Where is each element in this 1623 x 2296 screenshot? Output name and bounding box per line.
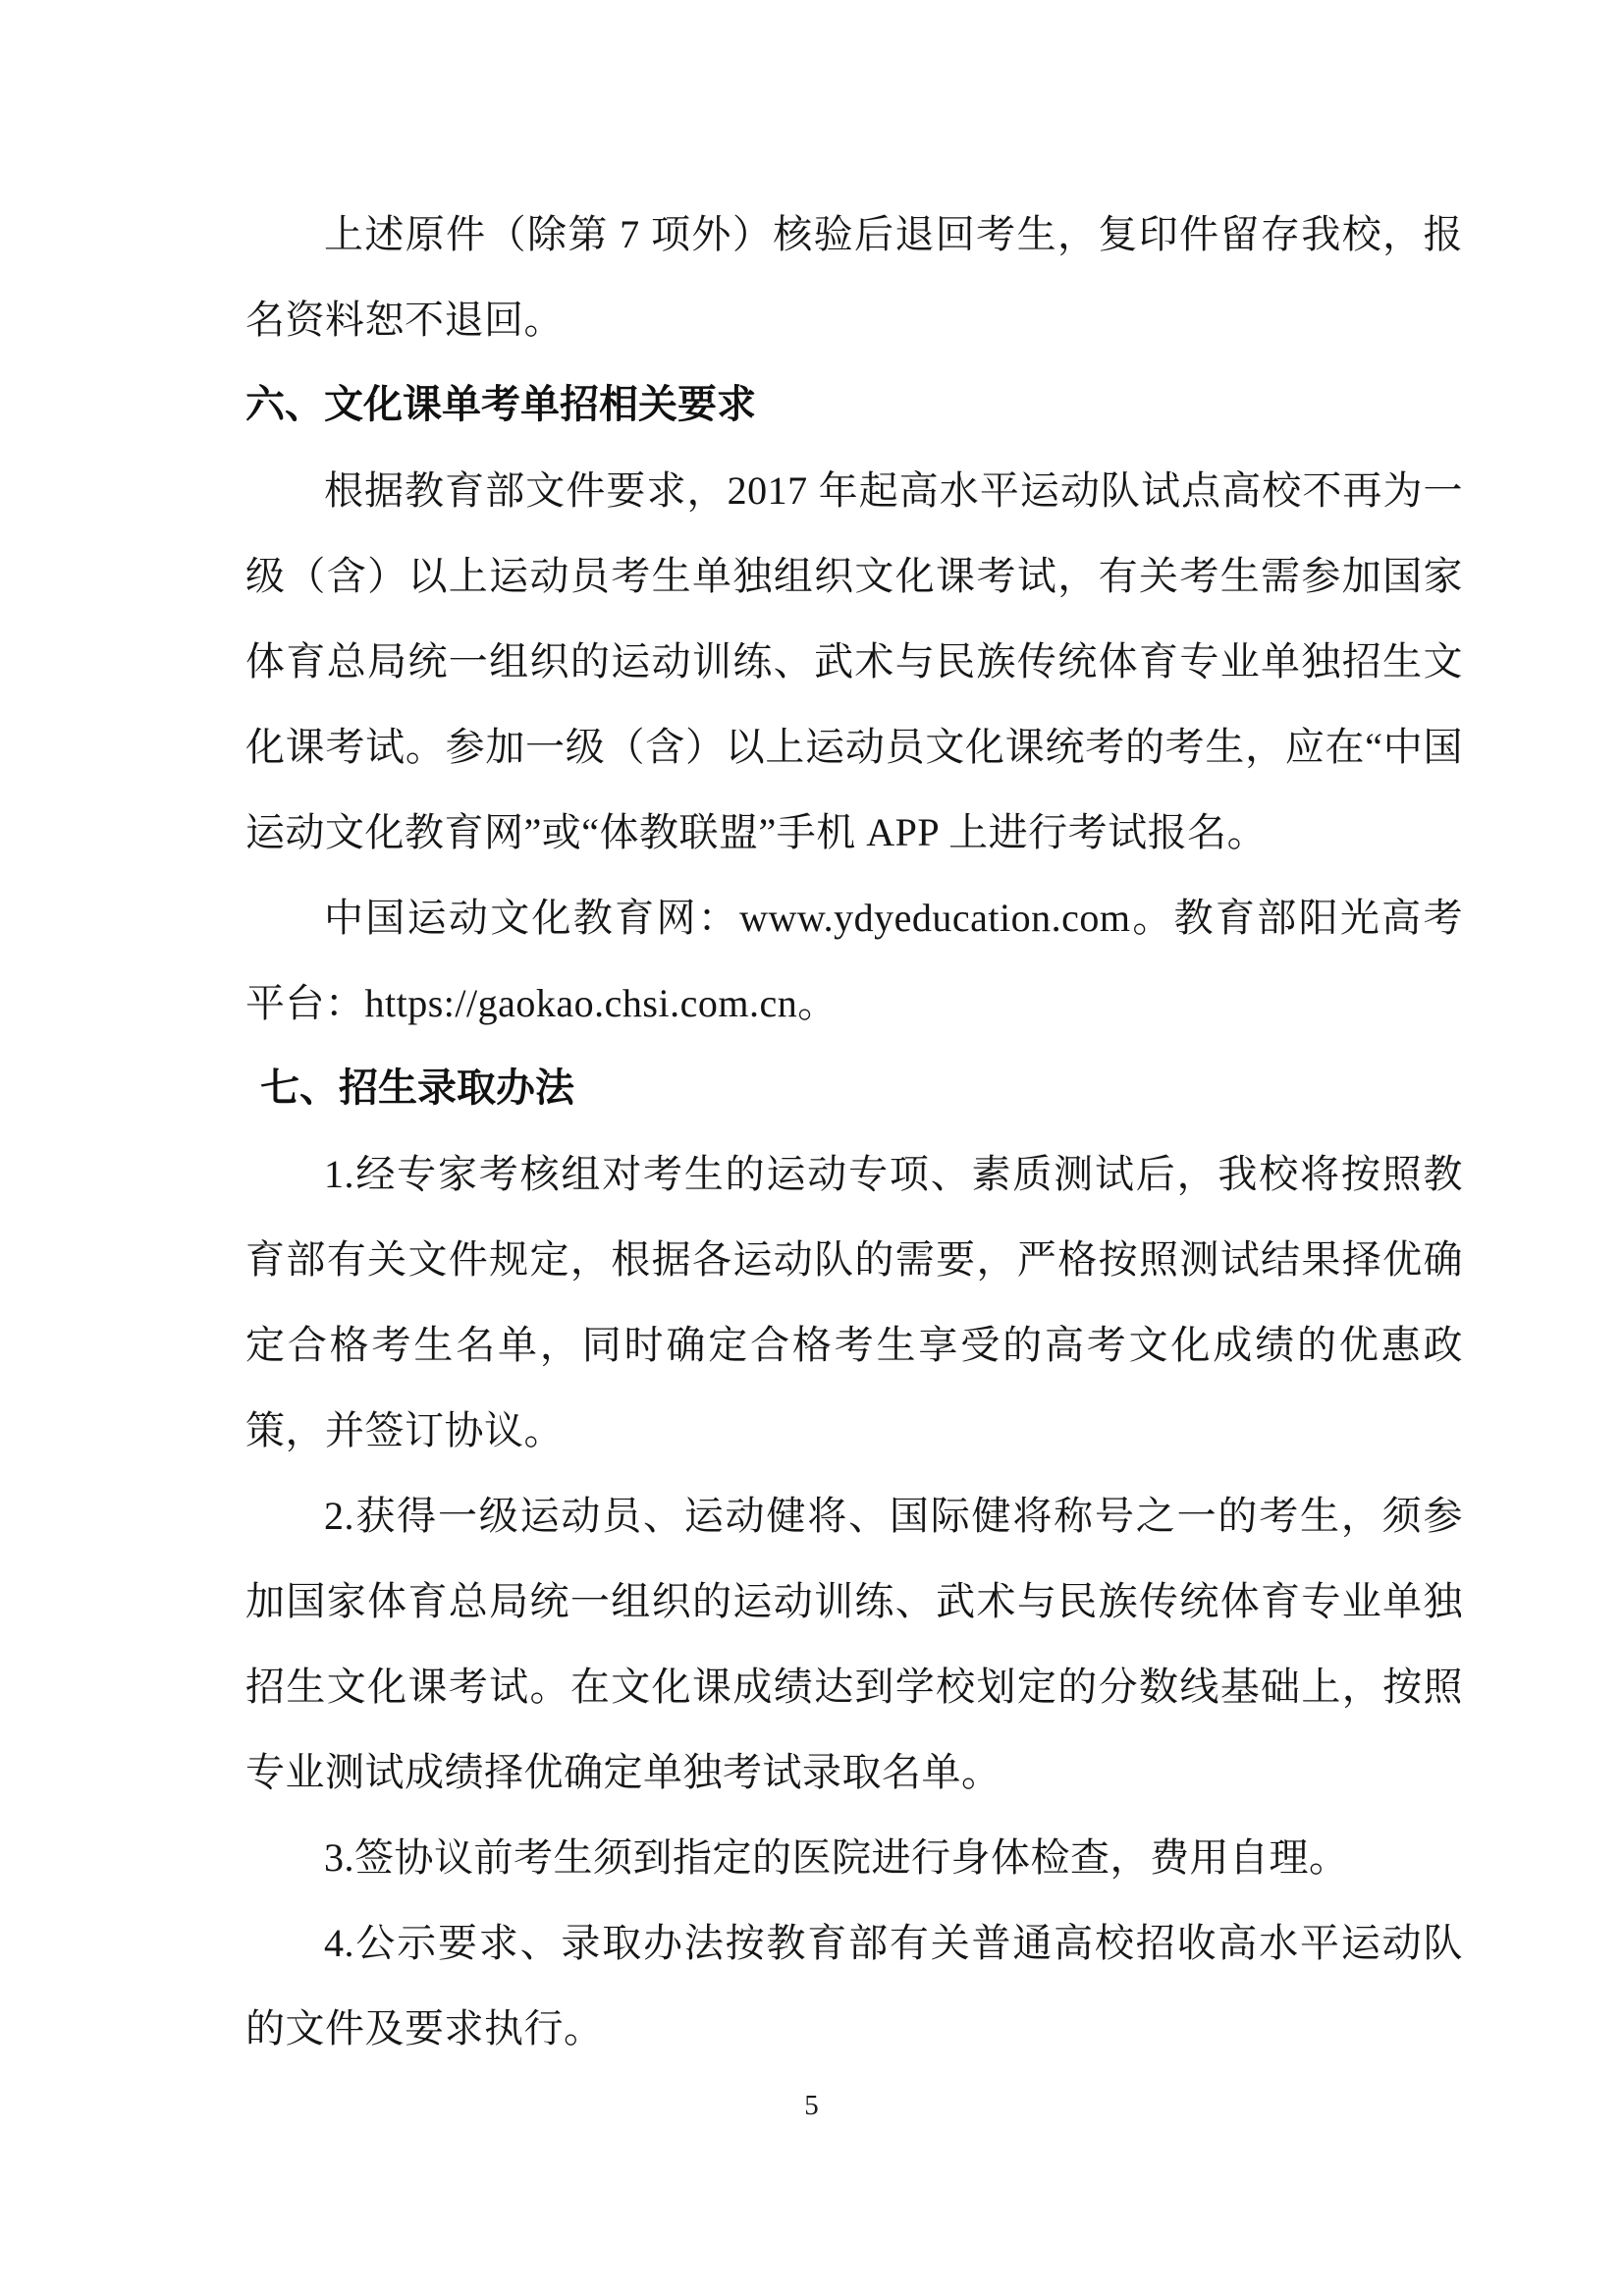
paragraph-admission-item-1: 1.经专家考核组对考生的运动专项、素质测试后，我校将按照教育部有关文件规定，根据各运动队的需要，严格按照测试结果择优确定合格考生名单，同时确定合格考生享受的高考文化成绩的优惠政策，并签订协议。 bbox=[245, 1152, 1463, 1452]
paragraph-websites: 中国运动文化教育网：www.ydyeducation.com。教育部阳光高考平台：https://gaokao.chsi.com.cn。 bbox=[245, 896, 1463, 1025]
paragraph-originals-return: 上述原件（除第 7 项外）核验后退回考生，复印件留存我校，报名资料恕不退回。 bbox=[245, 212, 1463, 342]
document-text-block bbox=[245, 191, 1463, 2071]
paragraph-culture-exam-policy: 根据教育部文件要求，2017 年起高水平运动队试点高校不再为一级（含）以上运动员考生单独组织文化课考试，有关考生需参加国家体育总局统一组织的运动训练、武术与民族传统体育专业单独招生文化课考试。参加一级（含）以上运动员文化课统考的考生，应在“中国运动文化教育网”或“体教联盟”手机 APP 上进行考试报名。 bbox=[245, 468, 1463, 854]
page-footer bbox=[0, 2090, 1623, 2122]
paragraph-admission-item-4: 4.公示要求、录取办法按教育部有关普通高校招收高水平运动队的文件及要求执行。 bbox=[245, 1921, 1463, 2050]
paragraph-admission-item-2: 2.获得一级运动员、运动健将、国际健将称号之一的考生，须参加国家体育总局统一组织的运动训练、武术与民族传统体育专业单独招生文化课考试。在文化课成绩达到学校划定的分数线基础上，按照专业测试成绩择优确定单独考试录取名单。 bbox=[245, 1494, 1463, 1794]
section-heading-6-culture-exam-requirements: 六、文化课单考单招相关要求 bbox=[245, 383, 756, 426]
section-heading-7-admission-method: 七、招生录取办法 bbox=[260, 1066, 574, 1110]
page-number: 5 bbox=[804, 2090, 819, 2121]
paragraph-admission-item-3: 3.签协议前考生须到指定的医院进行身体检查，费用自理。 bbox=[324, 1835, 1349, 1880]
